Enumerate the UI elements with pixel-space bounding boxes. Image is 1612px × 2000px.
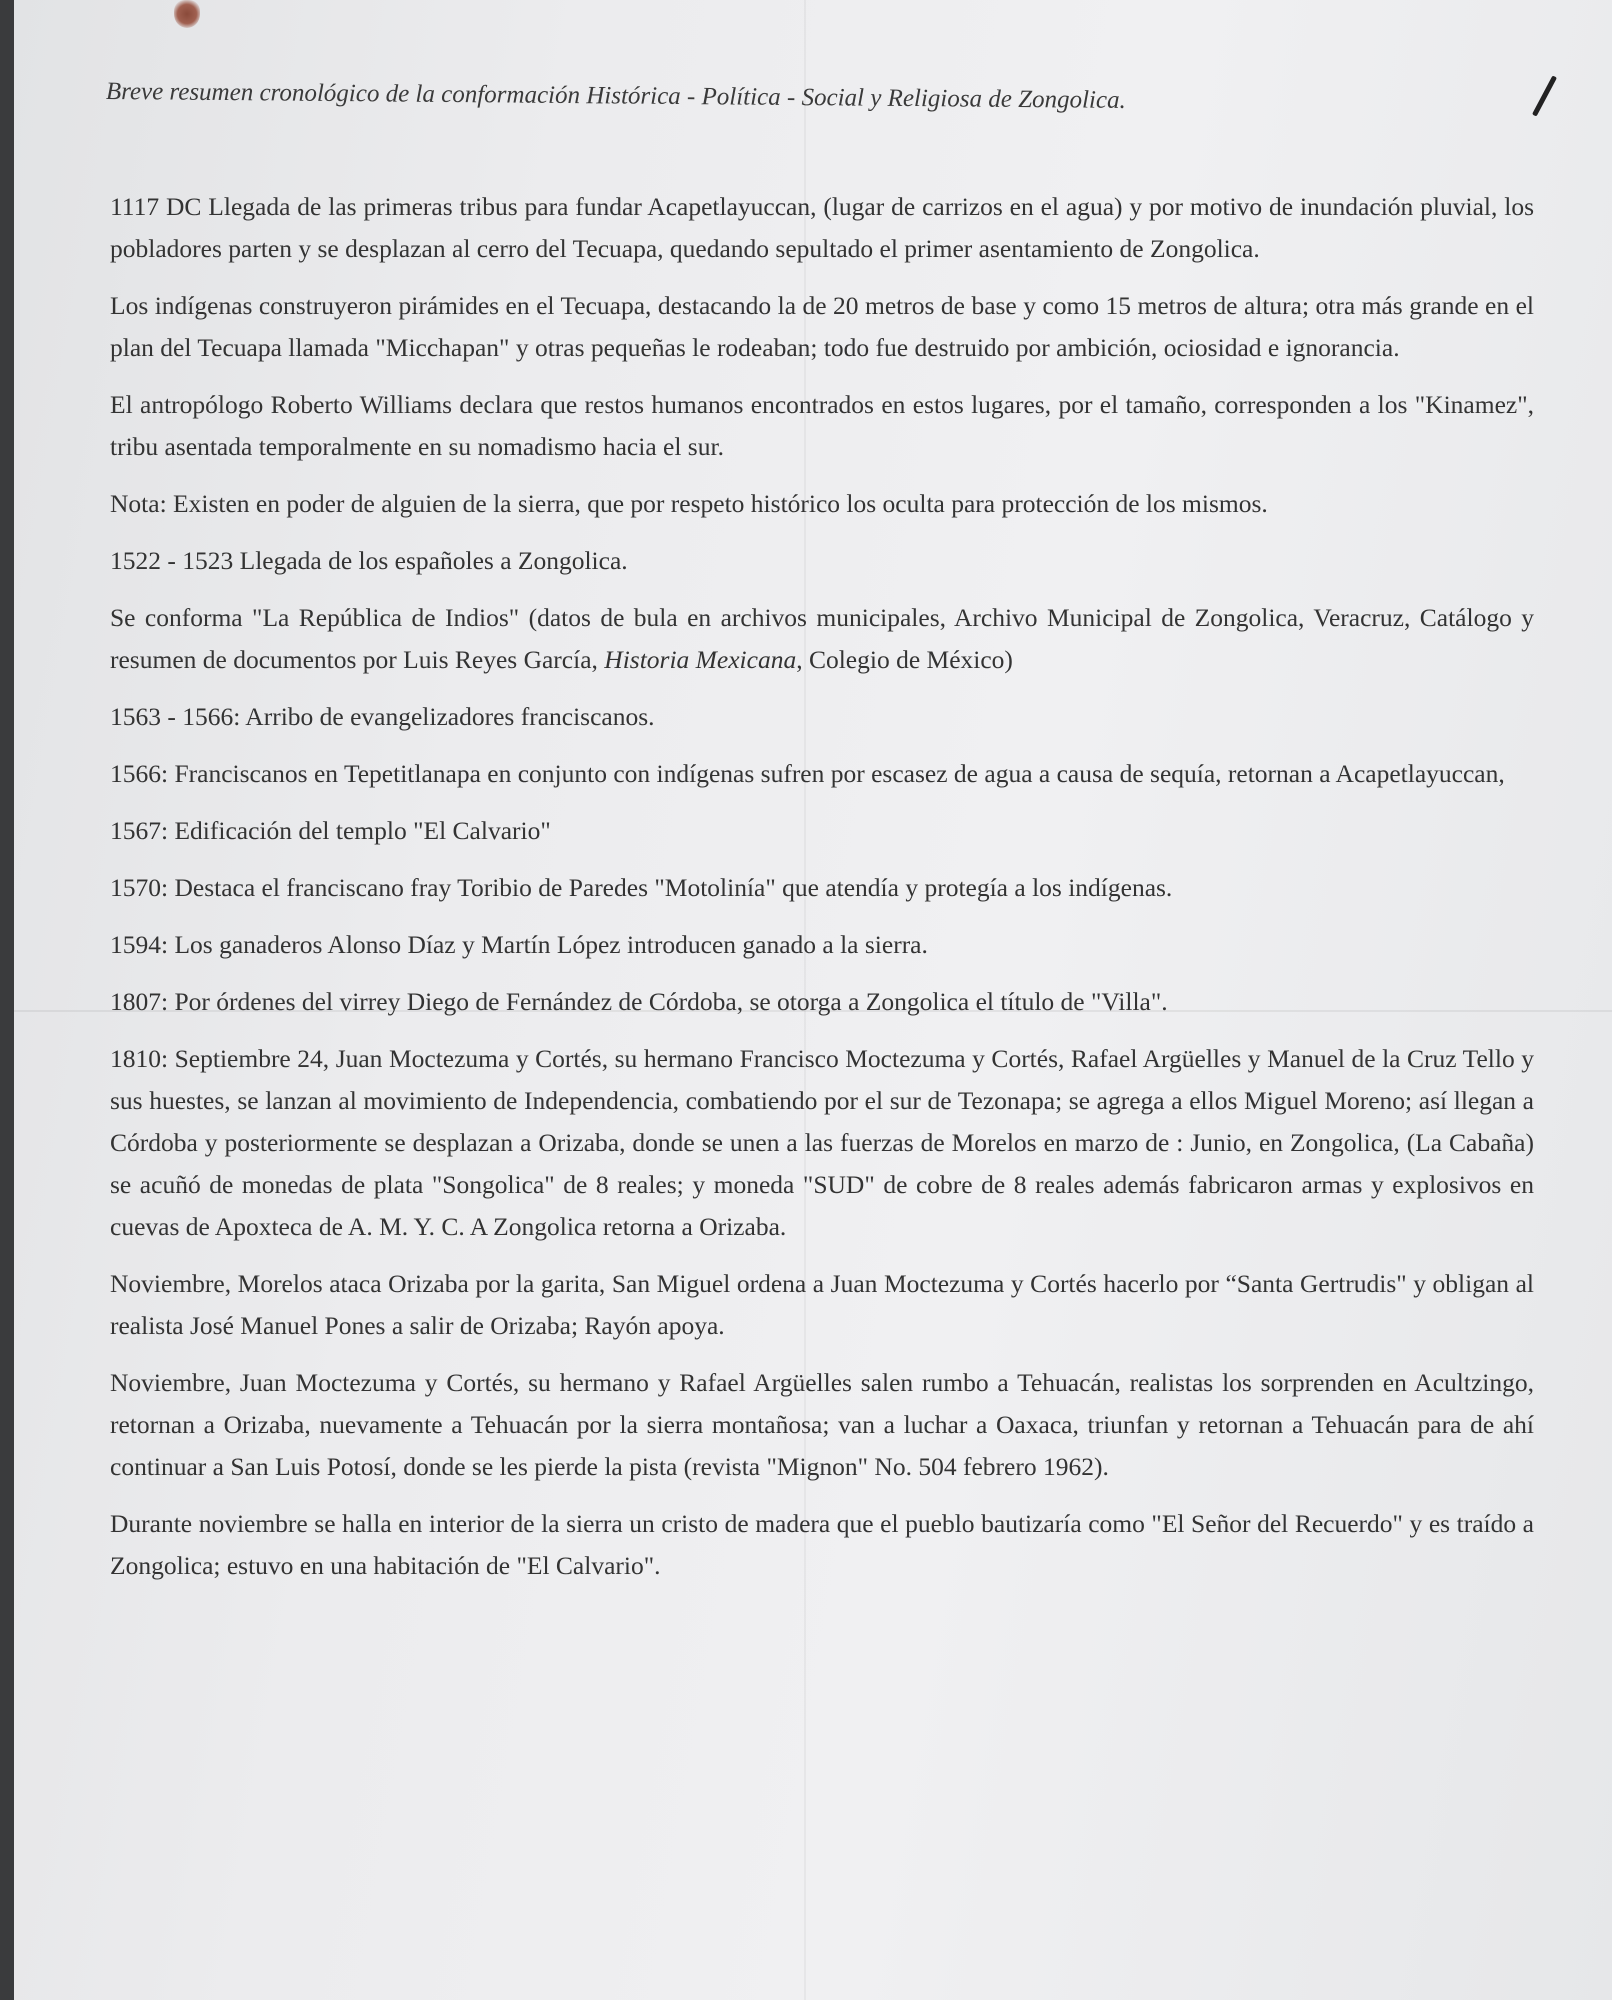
page-mark [1532,75,1557,116]
paragraph-noviembre-morelos: Noviembre, Morelos ataca Orizaba por la garita, San Miguel ordena a Juan Moctezuma y Cortés hacerlo por “Santa Gertrudis" y obligan al realista José Manuel Pones a salir de Orizaba; Rayón apoya. [110,1269,1534,1340]
republica-text: Se conforma "La República de Indios" (datos de bula en archivos municipales, Archivo Municipal de Zongolica, Veracruz, Catálogo y resumen de documentos por Luis Reyes García, [110,603,1534,674]
paragraph-piramides: Los indígenas construyeron pirámides en el Tecuapa, destacando la de 20 metros de base y como 15 metros de altura; otra más grande en el plan del Tecuapa llamada "Micchapan" y otras pequeñas le rodeaban; todo fue destruido por ambición, ociosidad e ignorancia. [110,291,1534,362]
paragraph-1522: 1522 - 1523 Llegada de los españoles a Zongolica. [110,546,628,575]
paragraph-1594: 1594: Los ganaderos Alonso Díaz y Martín López introducen ganado a la sierra. [110,930,928,959]
document-page [14,0,1612,2000]
paragraph-noviembre-tehuacan: Noviembre, Juan Moctezuma y Cortés, su hermano y Rafael Argüelles salen rumbo a Tehuacán, realistas los sorprenden en Acultzingo, retornan a Orizaba, nuevamente a Tehuacán por la sierra montañosa; van a luchar a Oaxaca, triunfan y retornan a Tehuacán para de ahí continuar a San Luis Potosí, donde se les pierde la pista (revista "Mignon" No. 504 febrero 1962). [110,1368,1534,1481]
paragraph-1566: 1566: Franciscanos en Tepetitlanapa en conjunto con indígenas sufren por escasez de agua a causa de sequía, retornan a Acapetlayuccan, [110,759,1505,788]
paragraph-1570: 1570: Destaca el franciscano fray Toribio de Paredes "Motolinía" que atendía y protegía a los indígenas. [110,873,1173,902]
paragraph-1810: 1810: Septiembre 24, Juan Moctezuma y Cortés, su hermano Francisco Moctezuma y Cortés, Rafael Argüelles y Manuel de la Cruz Tello y sus huestes, se lanzan al movimiento de Independencia, combatiendo por el sur de Tezonapa; se agrega a ellos Miguel Moreno; así llegan a Córdoba y posteriormente se desplazan a Orizaba, donde se unen a las fuerzas de Morelos en marzo de : Junio, en Zongolica, (La Cabaña) se acuñó de monedas de plata "Songolica" de 8 reales; y moneda "SUD" de cobre de 8 reales además fabricaron armas y explosivos en cuevas de Apoxteca de A. M. Y. C. A Zongolica retorna a Orizaba. [110,1044,1534,1241]
paragraph-1567: 1567: Edificación del templo "El Calvario" [110,816,551,845]
paragraph-senor-del-recuerdo: Durante noviembre se halla en interior de la sierra un cristo de madera que el pueblo bautizaría como "El Señor del Recuerdo" y es traído a Zongolica; estuvo en una habitación de "El Calvario". [110,1509,1534,1580]
paragraph-antropologo: El antropólogo Roberto Williams declara que restos humanos encontrados en estos lugares, por el tamaño, corresponden a los "Kinamez", tribu asentada temporalmente en su nomadismo hacia el sur. [110,390,1534,461]
paragraph-nota: Nota: Existen en poder de alguien de la sierra, que por respeto histórico los oculta para protección de los mismos. [110,489,1268,518]
historia-mexicana-title: Historia Mexicana [604,645,797,674]
paragraph-republica [110,597,1534,681]
document-body [110,186,1534,1602]
paper-stain [174,0,200,28]
paragraph-1563: 1563 - 1566: Arribo de evangelizadores franciscanos. [110,702,655,731]
paragraph-1117: 1117 DC Llegada de las primeras tribus para fundar Acapetlayuccan, (lugar de carrizos en el agua) y por motivo de inundación pluvial, los pobladores parten y se desplazan al cerro del Tecuapa, quedando sepultado el primer asentamiento de Zongolica. [110,192,1534,263]
document-title: Breve resumen cronológico de la conformación Histórica - Política - Social y Religiosa de Zongolica. [105,78,1126,114]
paragraph-1807: 1807: Por órdenes del virrey Diego de Fernández de Córdoba, se otorga a Zongolica el título de "Villa". [110,987,1168,1016]
republica-text-end: , Colegio de México) [796,645,1013,674]
